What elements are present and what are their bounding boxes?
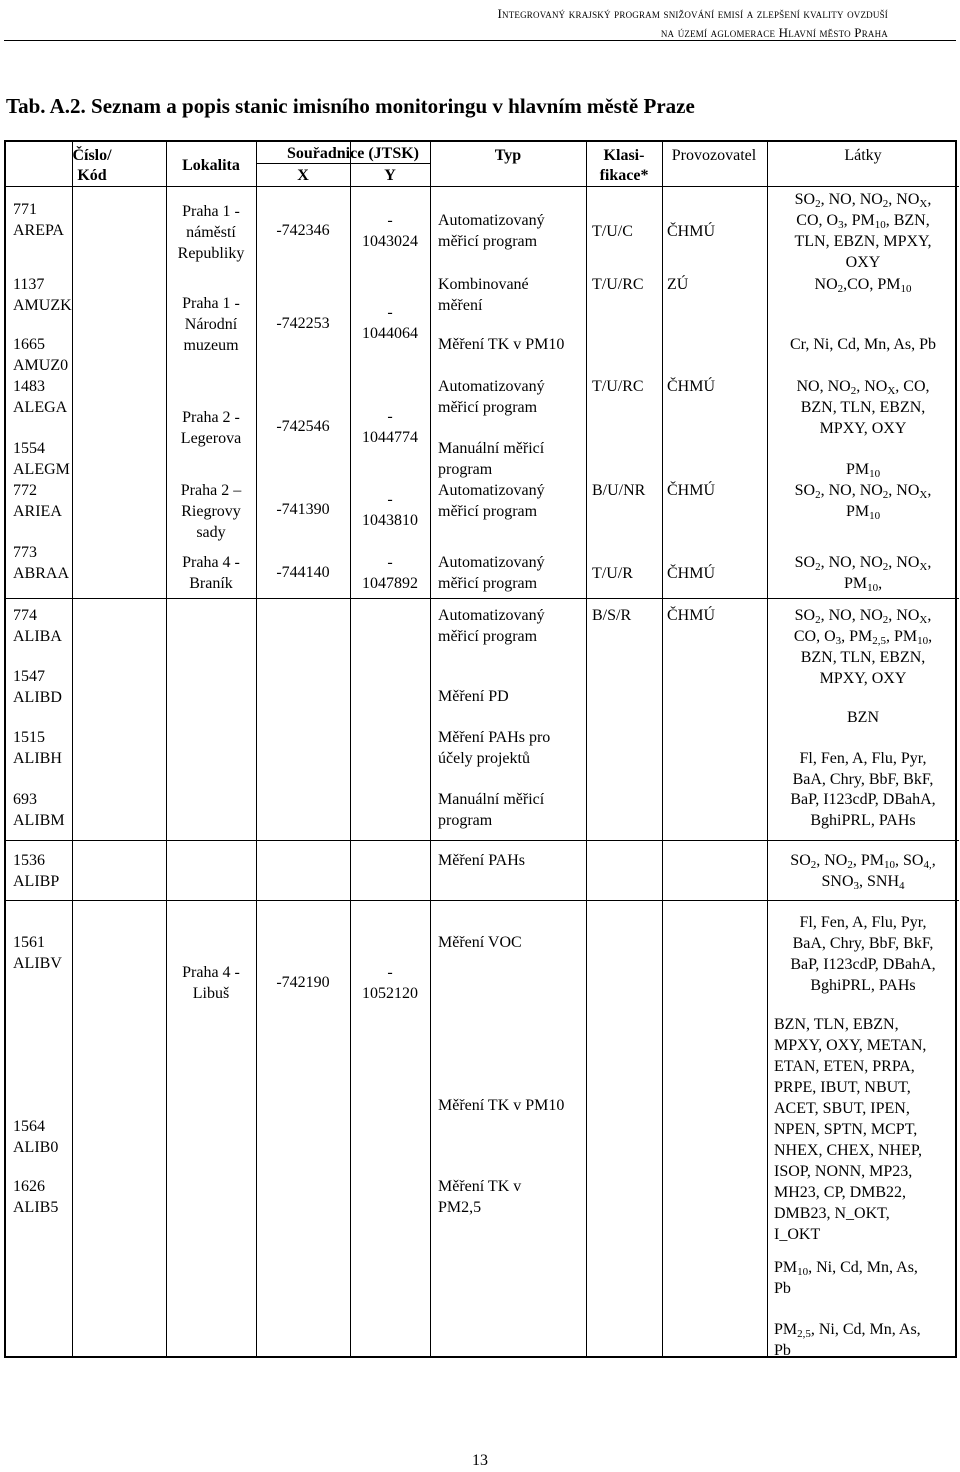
header-bottom-rule xyxy=(6,186,959,187)
station-number: 1554 xyxy=(13,440,45,457)
measurement-type: měření xyxy=(438,297,483,314)
location-name: Riegrovy xyxy=(181,503,241,520)
coordinate-y-sign: - xyxy=(387,491,393,508)
measurement-type: měřicí program xyxy=(438,233,538,250)
substance-list: $SO_2$, NO, $NO_2$, $NO_X$, xyxy=(794,482,932,501)
classification: B/S/R xyxy=(592,607,632,624)
substance-list: NO, $NO_2$, $NO_X$, CO, xyxy=(796,378,930,397)
station-code: AMUZ0 xyxy=(13,357,69,374)
column-header-fikace: fikace* xyxy=(599,167,649,184)
substance-list: ISOP, NONN, MP23, xyxy=(774,1163,913,1180)
station-code: AREPA xyxy=(13,222,64,239)
measurement-type: Měření TK v PM10 xyxy=(438,1097,565,1114)
coordinate-x: -741390 xyxy=(276,501,330,518)
substance-list: MH23, CP, DMB22, xyxy=(774,1184,907,1201)
header-line-2: na území aglomerace Hlavní město Praha xyxy=(660,25,888,40)
coordinate-x: -742346 xyxy=(276,222,330,239)
substance-list: MPXY, OXY, METAN, xyxy=(774,1037,927,1054)
coordinate-x: -742253 xyxy=(276,315,330,332)
location-name: muzeum xyxy=(183,337,239,354)
classification: B/U/NR xyxy=(592,482,646,499)
substance-list: BaA, Chry, BbF, BkF, xyxy=(792,771,934,788)
location-name: Libuš xyxy=(192,985,230,1002)
row-rule xyxy=(6,598,959,599)
substance-list: BaP, I123cdP, DBahA, xyxy=(790,956,936,973)
measurement-type: Automatizovaný xyxy=(438,378,545,395)
coordinate-y: 1044064 xyxy=(362,325,418,342)
substance-list: Fl, Fen, A, Flu, Pyr, xyxy=(799,750,927,767)
substance-list: OXY xyxy=(845,254,881,271)
measurement-type: Měření VOC xyxy=(438,934,522,951)
substance-list: $NO_2,CO$, $PM_{10}$ xyxy=(814,276,912,295)
operator: ČHMÚ xyxy=(667,482,716,499)
measurement-type: účely projektů xyxy=(438,750,530,767)
page-number: 13 xyxy=(472,1452,488,1469)
coordinate-y-sign: - xyxy=(387,304,393,321)
measurement-type: program xyxy=(438,812,493,829)
measurement-type: Automatizovaný xyxy=(438,482,545,499)
location-name: Národní xyxy=(184,316,238,333)
station-number: 1536 xyxy=(13,852,45,869)
column-header-x: X xyxy=(297,167,309,184)
location-name: Praha 1 - xyxy=(182,203,240,220)
station-number: 1564 xyxy=(13,1118,45,1135)
substance-list: CO, $O_3$, $PM_{10}$, BZN, xyxy=(796,212,930,231)
substance-list: CO, $O_3$, $PM_{2,5}$, $PM_{10}$, xyxy=(793,628,933,647)
measurement-type: Měření TK v xyxy=(438,1178,522,1195)
column-header-klasi: Klasi- xyxy=(603,147,645,164)
row-rule xyxy=(6,900,959,901)
station-number: 772 xyxy=(13,482,37,499)
column-header-cislo: Číslo/ xyxy=(72,147,112,164)
substance-list: Cr, Ni, Cd, Mn, As, Pb xyxy=(789,336,937,353)
station-number: 1515 xyxy=(13,729,45,746)
substance-list: $SO_2$, NO, $NO_2$, $NO_X$, xyxy=(794,191,932,210)
substance-list: I_OKT xyxy=(774,1226,821,1243)
substance-list: NHEX, CHEX, NHEP, xyxy=(774,1142,922,1159)
station-code: ALIBD xyxy=(13,689,62,706)
station-code: ABRAA xyxy=(13,565,70,582)
xy-divider xyxy=(350,163,351,186)
classification: T/U/RC xyxy=(592,276,644,293)
coordinate-x: -742190 xyxy=(276,974,330,991)
running-header xyxy=(497,4,888,42)
coordinate-y-sign: - xyxy=(387,554,393,571)
station-number: 1665 xyxy=(13,336,45,353)
substance-list: $PM_{10}$, xyxy=(843,575,883,594)
substance-list: ACET, SBUT, IPEN, xyxy=(774,1100,910,1117)
measurement-type: Měření PAHs xyxy=(438,852,525,869)
substance-list: NPEN, SPTN, MCPT, xyxy=(774,1121,918,1138)
station-number: 1137 xyxy=(13,276,45,293)
header-line-1: Integrovaný krajský program snižování emisí a zlepšení kvality ovzduší xyxy=(497,6,888,21)
substance-list: BZN, TLN, EBZN, xyxy=(800,399,926,416)
substance-list: BaA, Chry, BbF, BkF, xyxy=(792,935,934,952)
column-header-latky: Látky xyxy=(844,147,882,164)
coordinate-y-sign: - xyxy=(387,408,393,425)
measurement-type: Manuální měřicí xyxy=(438,791,545,808)
location-name: Praha 2 – xyxy=(180,482,242,499)
station-code: ALIBM xyxy=(13,812,65,829)
station-number: 1547 xyxy=(13,668,45,685)
substance-list: DMB23, N_OKT, xyxy=(774,1205,890,1222)
measurement-type: Kombinované xyxy=(438,276,529,293)
location-name: sady xyxy=(196,524,226,541)
substance-list: $PM_{10}$ xyxy=(845,461,881,480)
coordinate-x: -742546 xyxy=(276,418,330,435)
location-name: Praha 4 - xyxy=(182,554,240,571)
column-divider xyxy=(767,142,768,1356)
station-code: AMUZK xyxy=(13,297,72,314)
substance-list: BaP, I123cdP, DBahA, xyxy=(790,791,936,808)
column-header-kod: Kód xyxy=(77,167,107,184)
operator: ZÚ xyxy=(667,276,689,293)
substance-list: BghiPRL, PAHs xyxy=(810,812,916,829)
location-name: Braník xyxy=(189,575,233,592)
station-code: ALIB0 xyxy=(13,1139,59,1156)
measurement-type: Měření PD xyxy=(438,688,509,705)
table-title: Tab. A.2. Seznam a popis stanic imisního monitoringu v hlavním městě Praze xyxy=(6,94,695,118)
operator: ČHMÚ xyxy=(667,378,716,395)
station-code: ALIBH xyxy=(13,750,62,767)
substance-list: MPXY, OXY xyxy=(819,420,907,437)
column-divider xyxy=(662,142,663,1356)
coordinate-y: 1043810 xyxy=(362,512,418,529)
substance-list: TLN, EBZN, MPXY, xyxy=(794,233,932,250)
station-number: 693 xyxy=(13,791,37,808)
station-number: 1561 xyxy=(13,934,45,951)
classification: T/U/R xyxy=(592,565,633,582)
column-divider xyxy=(256,142,257,1356)
station-number: 1626 xyxy=(13,1178,45,1195)
column-header-typ: Typ xyxy=(494,147,522,164)
substance-list: $SO_2$, NO, $NO_2$, $NO_X$, xyxy=(794,607,932,626)
substance-list: MPXY, OXY xyxy=(819,670,907,687)
classification: T/U/RC xyxy=(592,378,644,395)
station-code: ALEGA xyxy=(13,399,68,416)
column-header-souradnice: Souřadnice (JTSK) xyxy=(286,145,419,162)
station-code: ARIEA xyxy=(13,503,62,520)
substance-list: Fl, Fen, A, Flu, Pyr, xyxy=(799,914,927,931)
station-number: 773 xyxy=(13,544,37,561)
location-name: náměstí xyxy=(186,224,236,241)
station-code: ALIBA xyxy=(13,628,62,645)
stations-table xyxy=(4,140,957,1358)
substance-list: $SO_2$, NO, $NO_2$, $NO_X$, xyxy=(794,554,932,573)
substance-list: BZN, TLN, EBZN, xyxy=(800,649,926,666)
substance-list: PRPE, IBUT, NBUT, xyxy=(774,1079,911,1096)
substance-list: Pb xyxy=(774,1280,791,1297)
coordinate-y: 1044774 xyxy=(362,429,418,446)
column-divider xyxy=(430,142,431,1356)
column-header-provozovatel: Provozovatel xyxy=(671,147,757,164)
coordinate-y-sign: - xyxy=(387,964,393,981)
header-rule xyxy=(4,40,956,41)
station-number: 1483 xyxy=(13,378,45,395)
substance-list: Pb xyxy=(774,1342,791,1359)
station-code: ALEGM xyxy=(13,461,70,478)
operator: ČHMÚ xyxy=(667,607,716,624)
operator: ČHMÚ xyxy=(667,565,716,582)
operator: ČHMÚ xyxy=(667,223,716,240)
column-divider xyxy=(72,142,73,1356)
coordinate-y: 1043024 xyxy=(362,233,418,250)
coordinate-y: 1047892 xyxy=(362,575,418,592)
column-divider xyxy=(586,142,587,1356)
station-number: 771 xyxy=(13,201,37,218)
measurement-type: Automatizovaný xyxy=(438,554,545,571)
measurement-type: Automatizovaný xyxy=(438,212,545,229)
measurement-type: Manuální měřicí xyxy=(438,440,545,457)
measurement-type: měřicí program xyxy=(438,628,538,645)
substance-list: BZN, TLN, EBZN, xyxy=(774,1016,899,1033)
measurement-type: PM2,5 xyxy=(438,1199,482,1216)
location-name: Legerova xyxy=(180,430,242,447)
row-rule xyxy=(6,840,959,841)
coordinate-y: 1052120 xyxy=(362,985,418,1002)
coordinate-x: -744140 xyxy=(276,564,330,581)
substance-list: $PM_{10}$ xyxy=(845,503,881,522)
measurement-type: program xyxy=(438,461,493,478)
station-code: ALIBP xyxy=(13,873,60,890)
location-name: Republiky xyxy=(177,245,245,262)
station-code: ALIB5 xyxy=(13,1199,59,1216)
column-header-y: Y xyxy=(384,167,396,184)
substance-list: BghiPRL, PAHs xyxy=(810,977,916,994)
substance-list: $SNO_3$, $SNH_4$ xyxy=(821,873,905,892)
substance-list: $SO_2$, $NO_2$, $PM_{10}$, $SO_{4,}$, xyxy=(790,852,936,871)
measurement-type: Automatizovaný xyxy=(438,607,545,624)
location-name: Praha 4 - xyxy=(182,964,240,981)
measurement-type: měřicí program xyxy=(438,503,538,520)
measurement-type: měřicí program xyxy=(438,575,538,592)
measurement-type: Měření TK v PM10 xyxy=(438,336,565,353)
measurement-type: Měření PAHs pro xyxy=(438,729,551,746)
coordinate-y-sign: - xyxy=(387,212,393,229)
location-name: Praha 1 - xyxy=(182,295,240,312)
measurement-type: měřicí program xyxy=(438,399,538,416)
column-header-lokalita: Lokalita xyxy=(182,157,240,174)
station-code: ALIBV xyxy=(13,955,62,972)
classification: T/U/C xyxy=(592,223,633,240)
substance-list: $PM_{10}$, Ni, Cd, Mn, As, xyxy=(774,1259,918,1278)
substance-list: $PM_{2,5}$, Ni, Cd, Mn, As, xyxy=(774,1321,921,1340)
substance-list: ETAN, ETEN, PRPA, xyxy=(774,1058,915,1075)
station-number: 774 xyxy=(13,607,37,624)
location-name: Praha 2 - xyxy=(182,409,240,426)
substance-list: BZN xyxy=(847,709,879,726)
